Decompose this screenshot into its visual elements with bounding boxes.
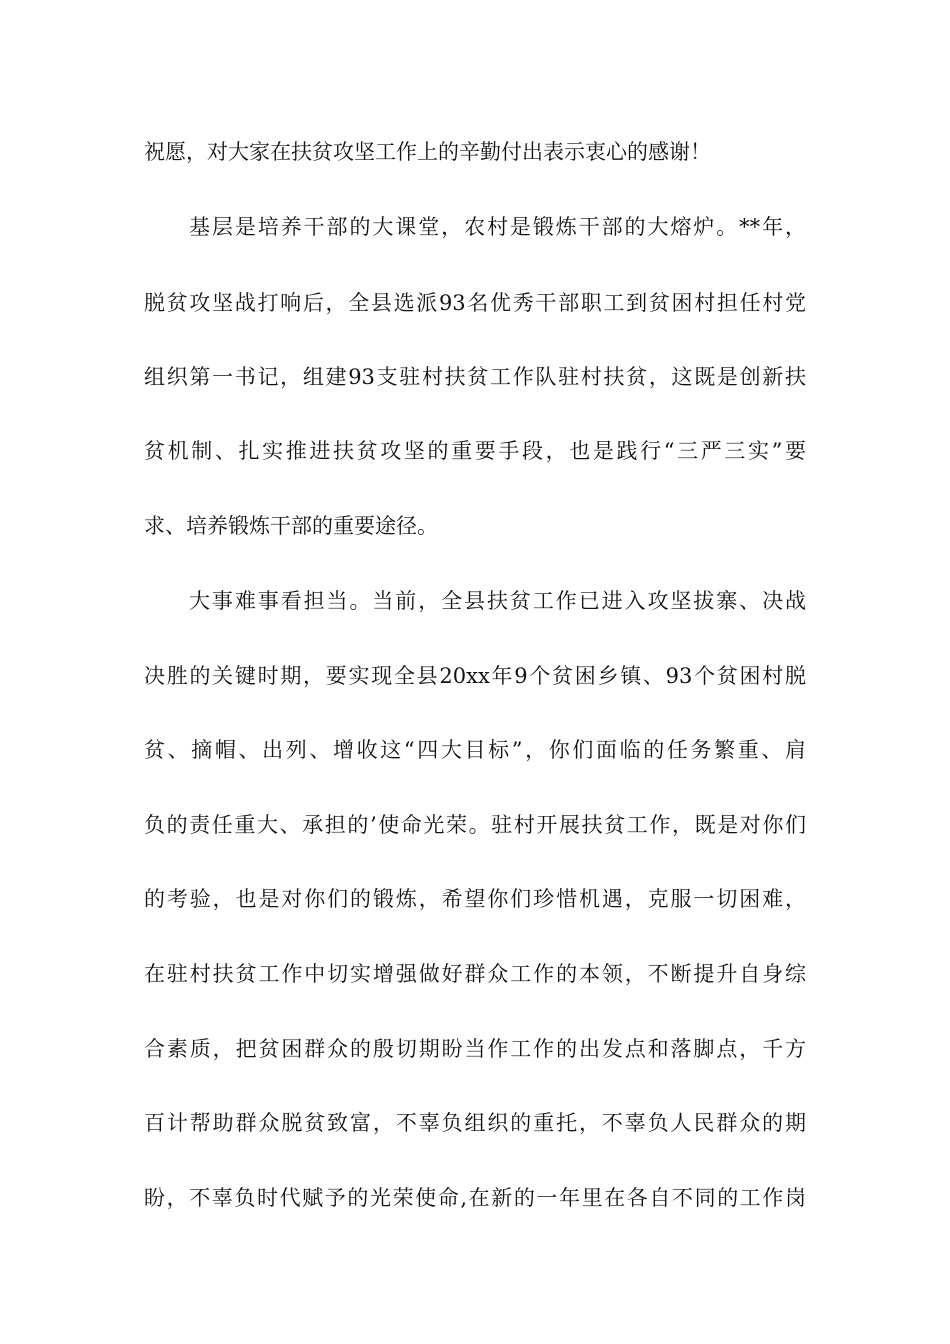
text-line-3: 脱贫攻坚战打响后，全县选派93名优秀干部职工到贫困村担任村党 xyxy=(144,291,806,315)
text-line-13: 合素质，把贫困群众的殷切期盼当作工作的出发点和落脚点，千方 xyxy=(144,1037,806,1061)
text-line-8: 决胜的关键时期，要实现全县20xx年9个贫困乡镇、93个贫困村脱 xyxy=(144,664,806,688)
text-line-5: 贫机制、扎实推进扶贫攻坚的重要手段，也是践行“三严三实”要 xyxy=(144,439,806,463)
text-line-1: 祝愿，对大家在扶贫攻坚工作上的辛勤付出表示衷心的感谢！ xyxy=(144,140,711,164)
text-line-11: 的考验，也是对你们的锻炼，希望你们珍惜机遇，克服一切困难， xyxy=(144,887,806,911)
text-line-10: 负的责任重大、承担的’使命光荣。驻村开展扶贫工作，既是对你们 xyxy=(144,813,806,837)
text-line-14: 百计帮助群众脱贫致富，不辜负组织的重托，不辜负人民群众的期 xyxy=(144,1111,806,1135)
text-line-4: 组织第一书记，组建93支驻村扶贫工作队驻村扶贫，这既是创新扶 xyxy=(144,365,806,389)
text-line-15: 盼，不辜负时代赋予的光荣使命,在新的一年里在各自不同的工作岗 xyxy=(144,1186,806,1210)
text-line-9: 贫、摘帽、出列、增收这“四大目标”，你们面临的任务繁重、肩 xyxy=(144,738,806,762)
text-line-12: 在驻村扶贫工作中切实增强做好群众工作的本领，不断提升自身综 xyxy=(144,962,806,986)
text-line-6: 求、培养锻炼干部的重要途径。 xyxy=(144,514,438,538)
text-line-2: 基层是培养干部的大课堂，农村是锻炼干部的大熔炉。**年， xyxy=(189,215,806,239)
text-line-7: 大事难事看担当。当前，全县扶贫工作已进入攻坚拔寨、决战 xyxy=(189,589,806,613)
